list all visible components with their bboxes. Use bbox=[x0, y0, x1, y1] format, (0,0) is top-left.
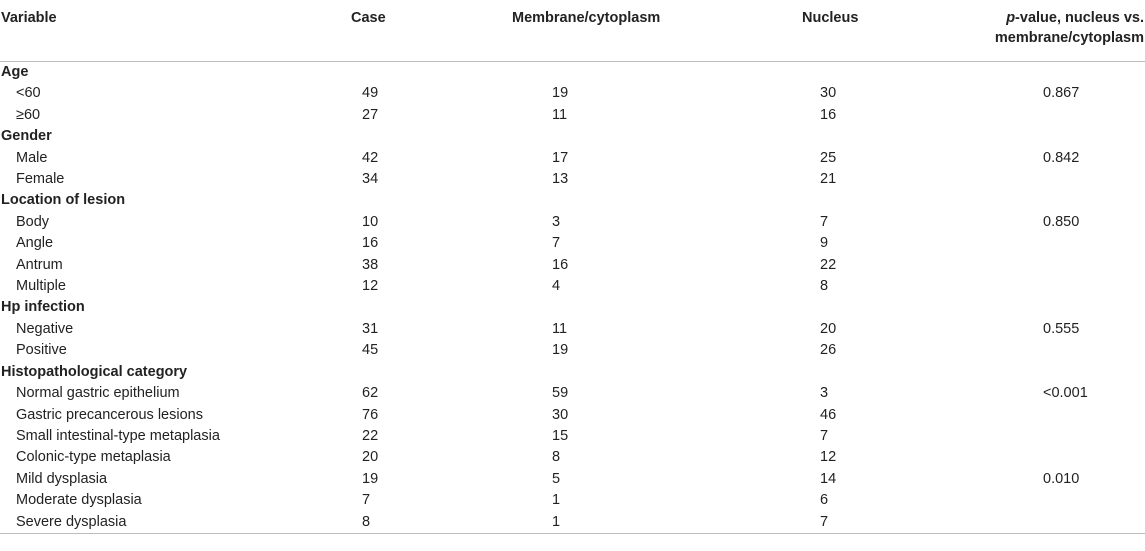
cell-case: 12 bbox=[362, 278, 379, 295]
header-nucleus: Nucleus bbox=[802, 10, 859, 26]
table-row bbox=[0, 340, 1145, 361]
cell-case: 16 bbox=[362, 235, 379, 252]
cell-membrane: 16 bbox=[552, 256, 569, 273]
cell-p-value bbox=[925, 276, 1145, 297]
header-case: Case bbox=[351, 10, 386, 26]
cell-membrane: 11 bbox=[552, 106, 568, 123]
cell-membrane: 1 bbox=[552, 492, 561, 509]
cell-case: 38 bbox=[362, 256, 379, 273]
section-row bbox=[0, 362, 1145, 383]
cell-p-value bbox=[925, 405, 1145, 426]
cell-membrane: 13 bbox=[552, 171, 569, 188]
cell-membrane: 19 bbox=[552, 342, 569, 359]
cell-nucleus: 12 bbox=[820, 449, 837, 466]
table-row bbox=[0, 383, 1145, 404]
cell-case: 34 bbox=[362, 171, 379, 188]
cell-nucleus: 14 bbox=[820, 470, 837, 487]
cell-p-value: 0.555 bbox=[1043, 320, 1080, 337]
cell-p-value bbox=[925, 233, 1145, 254]
table-row bbox=[0, 426, 1145, 447]
cell-case: 31 bbox=[362, 320, 379, 337]
cell-case: 10 bbox=[362, 213, 379, 230]
cell-p-value bbox=[925, 340, 1145, 361]
cell-case: 62 bbox=[362, 385, 379, 402]
section-row bbox=[0, 126, 1145, 147]
row-label: ≥60 bbox=[16, 106, 41, 123]
cell-case: 7 bbox=[362, 492, 371, 509]
table-row bbox=[0, 148, 1145, 169]
row-label: Normal gastric epithelium bbox=[16, 385, 180, 402]
cell-membrane: 30 bbox=[552, 406, 569, 423]
cell-case: 20 bbox=[362, 449, 379, 466]
cell-p-value: 0.850 bbox=[1043, 213, 1080, 230]
cell-nucleus: 25 bbox=[820, 149, 837, 166]
bottom-rule bbox=[0, 533, 1145, 534]
cell-p-value: 0.867 bbox=[1043, 85, 1080, 102]
cell-nucleus: 21 bbox=[820, 171, 837, 188]
table-row bbox=[0, 447, 1145, 468]
cell-case: 22 bbox=[362, 427, 379, 444]
cell-nucleus: 3 bbox=[820, 385, 829, 402]
cell-p-value: 0.842 bbox=[1043, 149, 1080, 166]
cell-nucleus: 7 bbox=[820, 513, 829, 530]
header-p-line2: membrane/cytoplasm bbox=[994, 30, 1144, 46]
cell-p-value bbox=[925, 105, 1145, 126]
section-title: Histopathological category bbox=[1, 363, 188, 380]
cell-case: 19 bbox=[362, 470, 379, 487]
cell-membrane: 19 bbox=[552, 85, 569, 102]
cell-case: 42 bbox=[362, 149, 379, 166]
row-label: Mild dysplasia bbox=[16, 470, 108, 487]
section-title: Location of lesion bbox=[1, 192, 126, 209]
row-label: <60 bbox=[16, 85, 41, 102]
cell-membrane: 15 bbox=[552, 427, 569, 444]
cell-case: 27 bbox=[362, 106, 379, 123]
table-row bbox=[0, 105, 1145, 126]
header-p-rest: -value, nucleus vs. bbox=[1015, 10, 1144, 26]
row-label: Body bbox=[16, 213, 50, 230]
cell-case: 49 bbox=[362, 85, 379, 102]
cell-membrane: 3 bbox=[552, 213, 561, 230]
cell-nucleus: 7 bbox=[820, 427, 829, 444]
section-row bbox=[0, 190, 1145, 211]
cell-p-value bbox=[925, 169, 1145, 190]
table-header bbox=[0, 0, 1145, 62]
table-row bbox=[0, 212, 1145, 233]
cell-nucleus: 6 bbox=[820, 492, 829, 509]
cell-p-value bbox=[925, 447, 1145, 468]
table-row bbox=[0, 276, 1145, 297]
cell-p-value: 0.010 bbox=[1043, 470, 1080, 487]
table-row bbox=[0, 512, 1145, 533]
cell-case: 45 bbox=[362, 342, 379, 359]
cell-p-value: <0.001 bbox=[1043, 385, 1088, 402]
row-label: Gastric precancerous lesions bbox=[16, 406, 203, 423]
table-row bbox=[0, 233, 1145, 254]
section-row bbox=[0, 62, 1145, 84]
cell-case: 8 bbox=[362, 513, 371, 530]
cell-nucleus: 30 bbox=[820, 85, 837, 102]
cell-membrane: 5 bbox=[552, 470, 561, 487]
cell-membrane: 7 bbox=[552, 235, 561, 252]
section-title: Hp infection bbox=[1, 299, 85, 316]
table-row bbox=[0, 169, 1145, 190]
row-label: Antrum bbox=[16, 256, 63, 273]
row-label: Severe dysplasia bbox=[16, 513, 127, 530]
row-label: Moderate dysplasia bbox=[16, 492, 142, 509]
table-row bbox=[0, 405, 1145, 426]
section-title: Age bbox=[1, 64, 29, 80]
cell-membrane: 4 bbox=[552, 278, 561, 295]
row-label: Female bbox=[16, 171, 65, 188]
cell-nucleus: 26 bbox=[820, 342, 837, 359]
row-label: Negative bbox=[16, 320, 74, 337]
cell-p-value bbox=[925, 512, 1145, 533]
cell-nucleus: 46 bbox=[820, 406, 837, 423]
cell-nucleus: 22 bbox=[820, 256, 837, 273]
row-label: Multiple bbox=[16, 278, 66, 295]
cell-nucleus: 7 bbox=[820, 213, 829, 230]
table-row bbox=[0, 83, 1145, 104]
section-row bbox=[0, 297, 1145, 318]
cell-nucleus: 20 bbox=[820, 320, 837, 337]
row-label: Positive bbox=[16, 342, 67, 359]
cell-case: 76 bbox=[362, 406, 379, 423]
table-row bbox=[0, 469, 1145, 490]
row-label: Male bbox=[16, 149, 48, 166]
row-label: Small intestinal-type metaplasia bbox=[16, 427, 220, 444]
cell-membrane: 11 bbox=[552, 320, 568, 337]
table-row bbox=[0, 490, 1145, 511]
header-row bbox=[0, 0, 1145, 62]
cell-membrane: 59 bbox=[552, 385, 569, 402]
header-variable: Variable bbox=[1, 10, 57, 26]
header-p-italic: p bbox=[1006, 10, 1016, 26]
cell-nucleus: 8 bbox=[820, 278, 829, 295]
cell-nucleus: 9 bbox=[820, 235, 829, 252]
cell-p-value bbox=[925, 426, 1145, 447]
header-membrane: Membrane/cytoplasm bbox=[512, 10, 661, 26]
table-row bbox=[0, 255, 1145, 276]
table-body bbox=[0, 62, 1145, 533]
cell-membrane: 17 bbox=[552, 149, 569, 166]
cell-p-value bbox=[925, 255, 1145, 276]
row-label: Colonic-type metaplasia bbox=[16, 449, 171, 466]
row-label: Angle bbox=[16, 235, 54, 252]
section-title: Gender bbox=[1, 128, 52, 145]
cell-membrane: 1 bbox=[552, 513, 561, 530]
header-p-value bbox=[925, 0, 1145, 62]
cell-nucleus: 16 bbox=[820, 106, 837, 123]
cell-membrane: 8 bbox=[552, 449, 561, 466]
table-row bbox=[0, 319, 1145, 340]
cell-p-value bbox=[925, 490, 1145, 511]
